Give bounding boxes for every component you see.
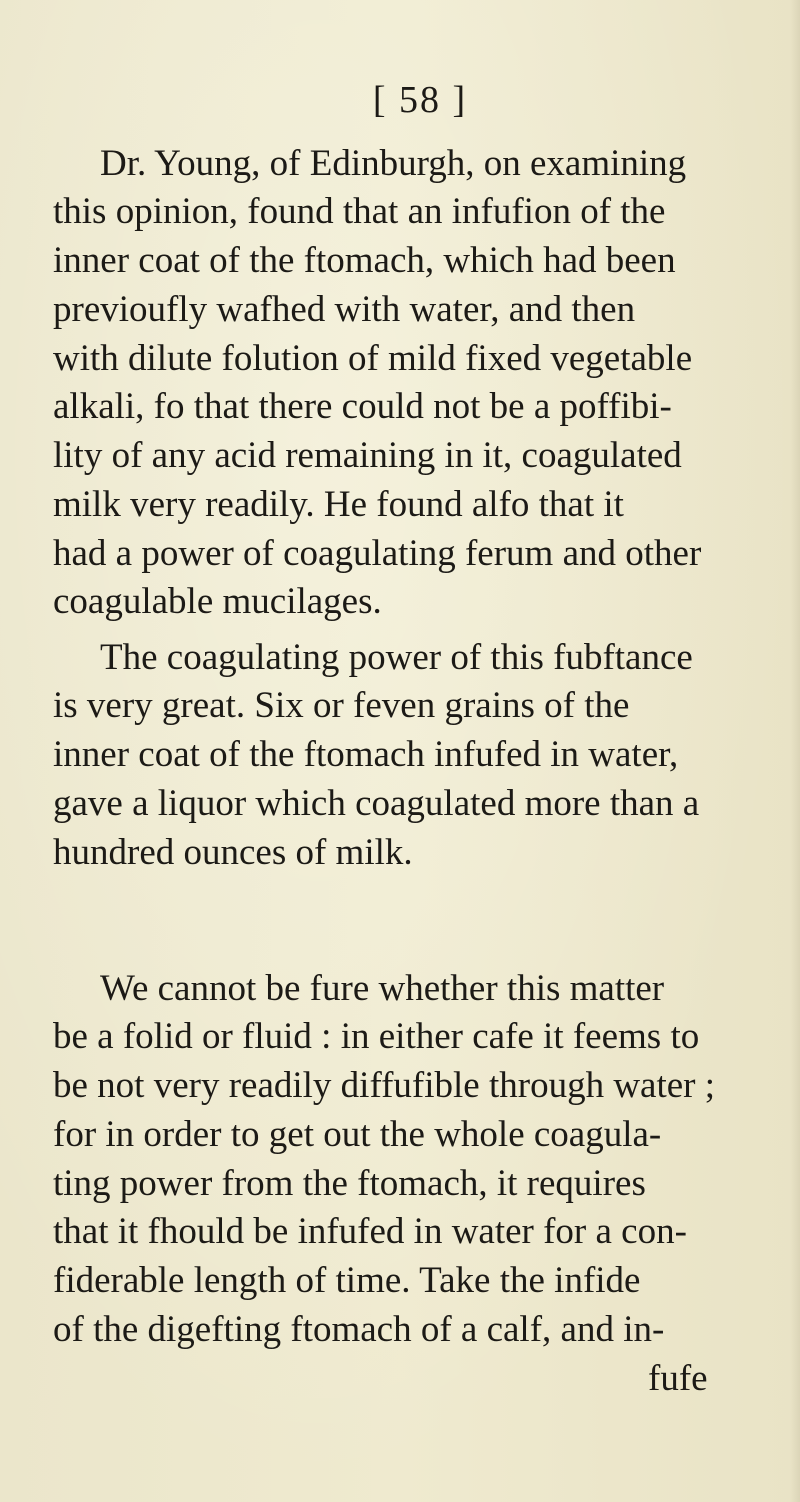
text-line: lity of any acid remaining in it, coagulated — [53, 435, 682, 476]
text-line: alkali, fo that there could not be a poffibi- — [53, 386, 672, 427]
text-line: The coagulating power of this fubftance — [100, 637, 693, 678]
page-number: [ 58 ] — [372, 79, 468, 121]
text-line: fiderable length of time. Take the infide — [53, 1260, 641, 1301]
catchword: fufe — [648, 1358, 708, 1399]
text-line: of the digefting ftomach of a calf, and in- — [53, 1309, 665, 1350]
text-line: inner coat of the ftomach, which had been — [53, 240, 676, 281]
page-edge-shadow — [790, 0, 800, 1502]
text-line: had a power of coagulating ferum and other — [53, 533, 702, 574]
text-line: milk very readily. He found alfo that it — [53, 484, 624, 525]
text-line: hundred ounces of milk. — [53, 832, 413, 873]
text-line: for in order to get out the whole coagula- — [53, 1114, 662, 1155]
text-line: ting power from the ftomach, it requires — [53, 1163, 646, 1204]
text-line: inner coat of the ftomach infufed in water, — [53, 734, 679, 775]
text-line: be a folid or fluid : in either cafe it feems to — [53, 1016, 700, 1057]
text-line: previoufly wafhed with water, and then — [53, 289, 636, 330]
text-line: this opinion, found that an infufion of the — [53, 191, 666, 232]
text-line: be not very readily diffufible through water ; — [53, 1065, 716, 1106]
text-line: coagulable mucilages. — [53, 581, 382, 622]
text-line: gave a liquor which coagulated more than a — [53, 783, 700, 824]
text-line: We cannot be fure whether this matter — [100, 968, 665, 1009]
text-line: that it fhould be infufed in water for a con- — [53, 1211, 687, 1252]
text-line: is very great. Six or feven grains of the — [53, 685, 630, 726]
text-line: with dilute folution of mild fixed vegetable — [53, 338, 693, 379]
text-line: Dr. Young, of Edinburgh, on examining — [100, 143, 687, 184]
